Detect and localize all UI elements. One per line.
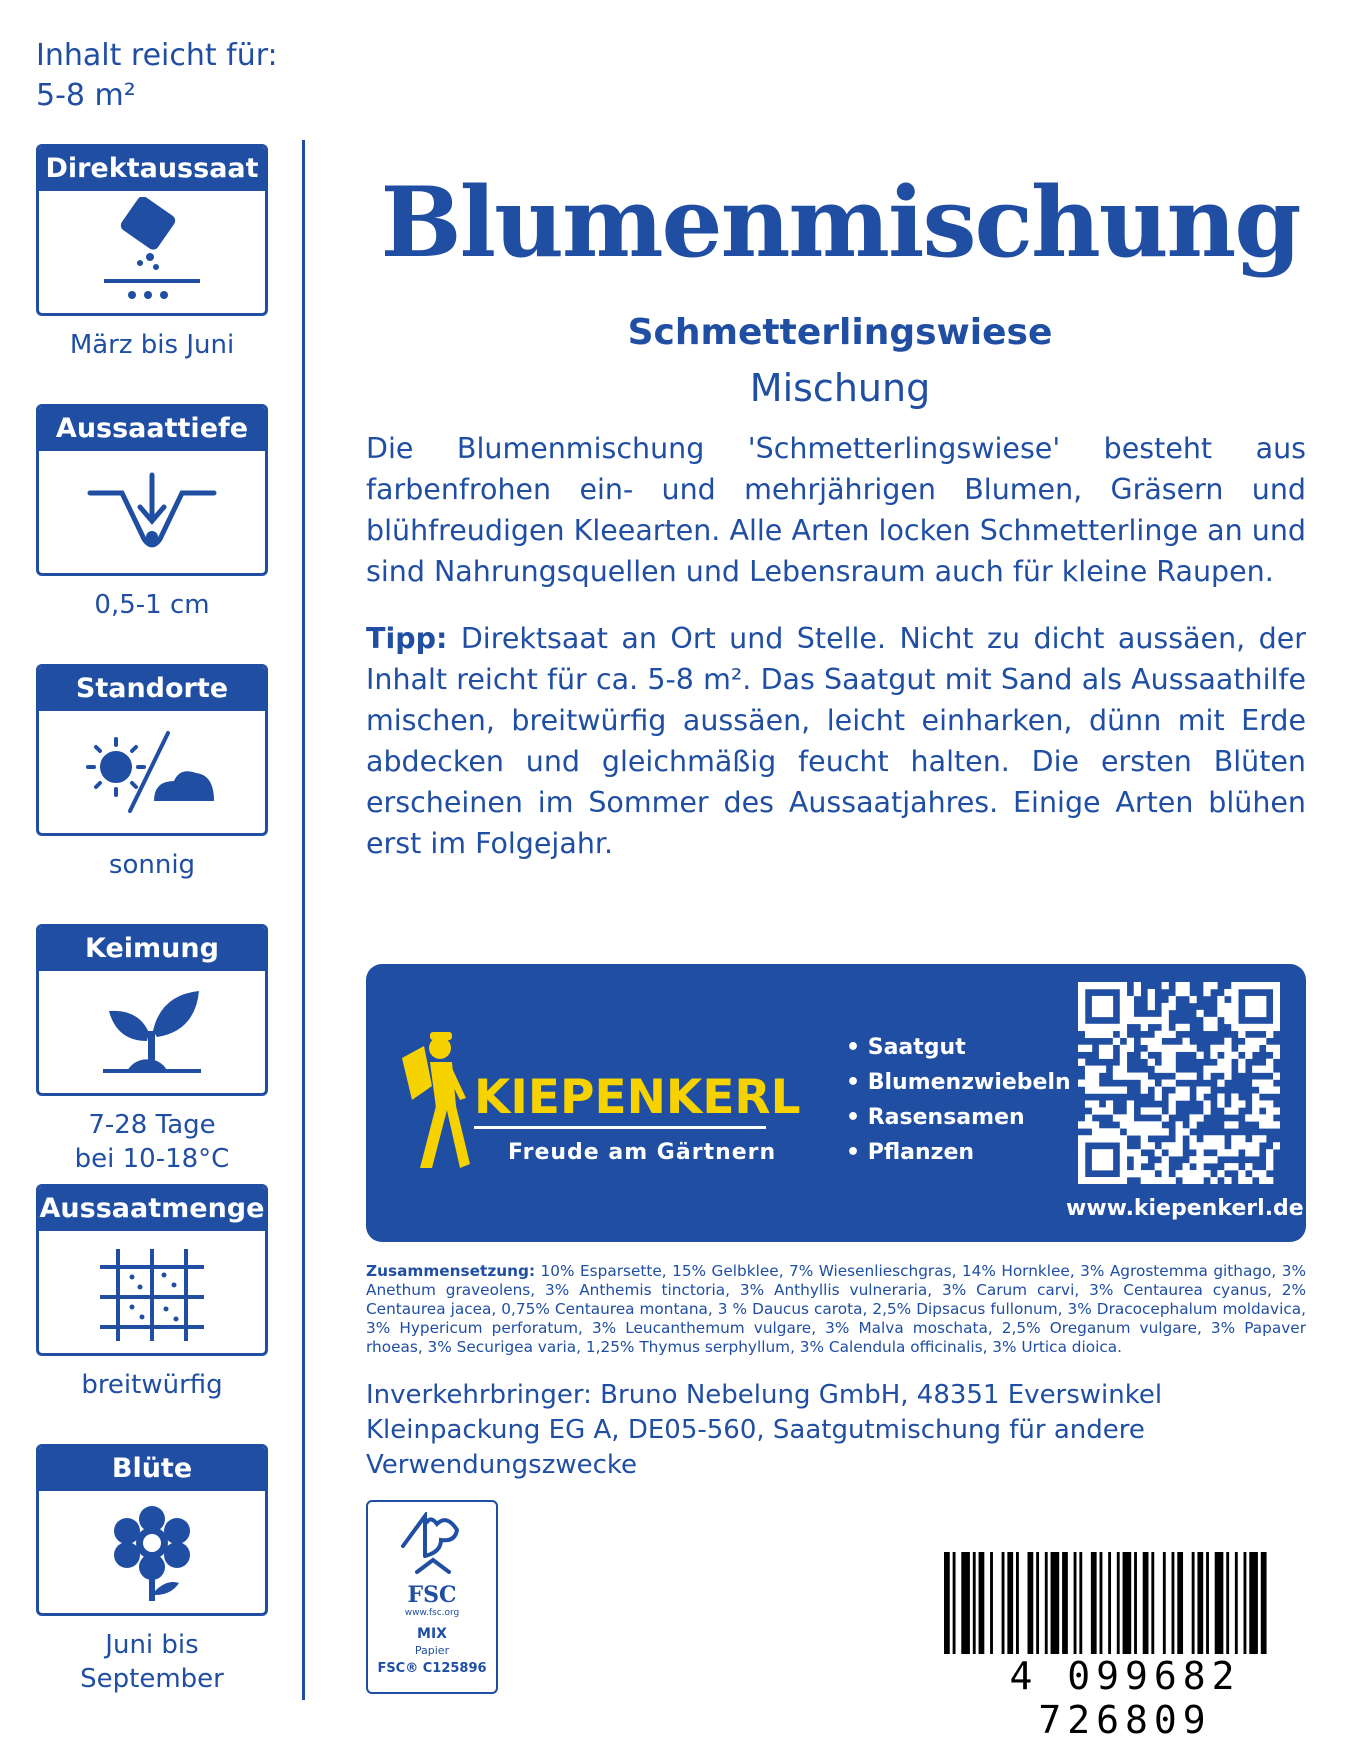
brand-name: KIEPENKERL (474, 1070, 801, 1125)
service-list (846, 1030, 1071, 1170)
brand-slogan: Freude am Gärtnern (508, 1140, 777, 1165)
sowing-tip (366, 618, 1306, 864)
brand-panel (366, 964, 1306, 1242)
spec-header: Aussaatmenge (39, 1187, 265, 1231)
spec-caption: 0,5-1 cm (94, 590, 210, 620)
composition-label: Zusammensetzung: (366, 1262, 536, 1280)
spec-caption: breitwürfig (81, 1370, 223, 1400)
spec-header: Blüte (39, 1447, 265, 1491)
tip-text: Direktsaat an Ort und Stelle. Nicht zu dicht aussäen, der Inhalt reicht für ca. 5-8 m². Das Saatgut mit Sand als Aussaathilfe mischen, breitwürfig aussäen, leicht einharken, dünn mit Erde abdecken und gleichmäßig feucht halten. Die ersten Blüten erscheinen im Sommer des Aussaatjahres. Einige Arten blühen erst im Folgejahr. (366, 622, 1306, 860)
hiker-logo-icon (394, 1028, 474, 1178)
fsc-name: FSC (407, 1582, 457, 1608)
sowing-depth-icon (39, 453, 265, 573)
spec-caption: März bis Juni (69, 330, 235, 360)
legal-line: Kleinpackung EG A, DE05-560, Saatgutmischung für andere (366, 1415, 1145, 1445)
spec-header: Standorte (39, 667, 265, 711)
legal-info (366, 1378, 1266, 1483)
spec-box (36, 404, 268, 576)
spec-sowing-depth (36, 404, 268, 622)
spec-caption: sonnig (108, 850, 196, 880)
spec-box (36, 924, 268, 1096)
barcode-number: 4 099682 726809 (944, 1654, 1306, 1742)
legal-line: Inverkehrbringer: Bruno Nebelung GmbH, 48351 Everswinkel (366, 1380, 1163, 1410)
list-item: • Rasensamen (846, 1100, 1071, 1135)
spec-caption (36, 1108, 268, 1176)
fsc-site: www.fsc.org (404, 1608, 460, 1618)
spec-caption-line1: Juni bis (105, 1630, 199, 1660)
list-item: • Blumenzwiebeln (846, 1065, 1071, 1100)
spec-bloom (36, 1444, 268, 1696)
coverage-value: 5-8 m² (36, 78, 136, 113)
legal-line: Verwendungszwecke (366, 1450, 638, 1480)
spec-caption-line2: September (80, 1664, 224, 1694)
seed-bag-icon (39, 193, 265, 313)
sun-cloud-icon (39, 713, 265, 833)
fsc-material: Papier (414, 1644, 450, 1657)
fsc-tree-icon (397, 1512, 467, 1576)
coverage-note (36, 36, 278, 116)
tip-label: Tipp: (366, 622, 448, 655)
brand-underline (474, 1126, 766, 1129)
spec-box (36, 664, 268, 836)
spec-direct-sowing (36, 144, 268, 362)
fsc-label (366, 1500, 498, 1694)
list-item: • Saatgut (846, 1030, 1071, 1065)
column-divider (302, 140, 305, 1700)
fsc-mix: MIX (417, 1626, 447, 1642)
spec-location (36, 664, 268, 882)
product-title: Blumenmischung (380, 166, 1300, 279)
spec-box (36, 1184, 268, 1356)
spec-caption-line1: 7-28 Tage (88, 1110, 216, 1140)
flower-icon (39, 1493, 265, 1613)
product-subtitle: Schmetterlingswiese (627, 312, 1053, 353)
product-description: Die Blumenmischung 'Schmetterlingswiese' besteht aus farbenfrohen ein- und mehrjährigen Blumen, Gräsern und blühfreudigen Kleearten. Alle Arten locken Schmetterlinge an und sind Nahrungsquellen und Lebensraum auch für kleine Raupen. (366, 432, 1306, 588)
qr-code-icon[interactable] (1078, 982, 1280, 1184)
fsc-code: FSC® C125896 (377, 1661, 487, 1676)
spec-box (36, 1444, 268, 1616)
grid-spread-icon (39, 1233, 265, 1353)
spec-header: Direktaussaat (39, 147, 265, 191)
coverage-label: Inhalt reicht für: (36, 38, 278, 73)
spec-header: Keimung (39, 927, 265, 971)
spec-caption-line2: bei 10-18°C (74, 1144, 230, 1174)
composition-text (366, 1262, 1306, 1357)
seedling-icon (39, 973, 265, 1093)
list-item: • Pflanzen (846, 1135, 1071, 1170)
spec-box (36, 144, 268, 316)
spec-germination (36, 924, 268, 1176)
product-type: Mischung (749, 366, 931, 410)
spec-header: Aussaattiefe (39, 407, 265, 451)
brand-url[interactable]: www.kiepenkerl.de (1066, 1196, 1304, 1221)
spec-sowing-amount (36, 1184, 268, 1402)
spec-caption (36, 1628, 268, 1696)
composition-list: 10% Esparsette, 15% Gelbklee, 7% Wiesenlieschgras, 14% Hornklee, 3% Agrostemma githago, 3% Anethum graveolens, 3% Anthemis tinctoria, 3% Anthyllis vulneraria, 3% Carum carvi, 3% Centaurea cyanus, 2% Centaurea jacea, 0,75% Centaurea montana, 3 % Daucus carota, 2,5% Dipsacus fullonum, 3% Dracocephalum moldavica, 3% Hypericum perforatum, 3% Leucanthemum vulgare, 3% Malva moschata, 2,5% Oreganum vulgare, 3% Papaver rhoeas, 3% Securigea varia, 1,25% Thymus serphyllum, 3% Calendula officinalis, 3% Urtica dioica. (366, 1262, 1306, 1356)
